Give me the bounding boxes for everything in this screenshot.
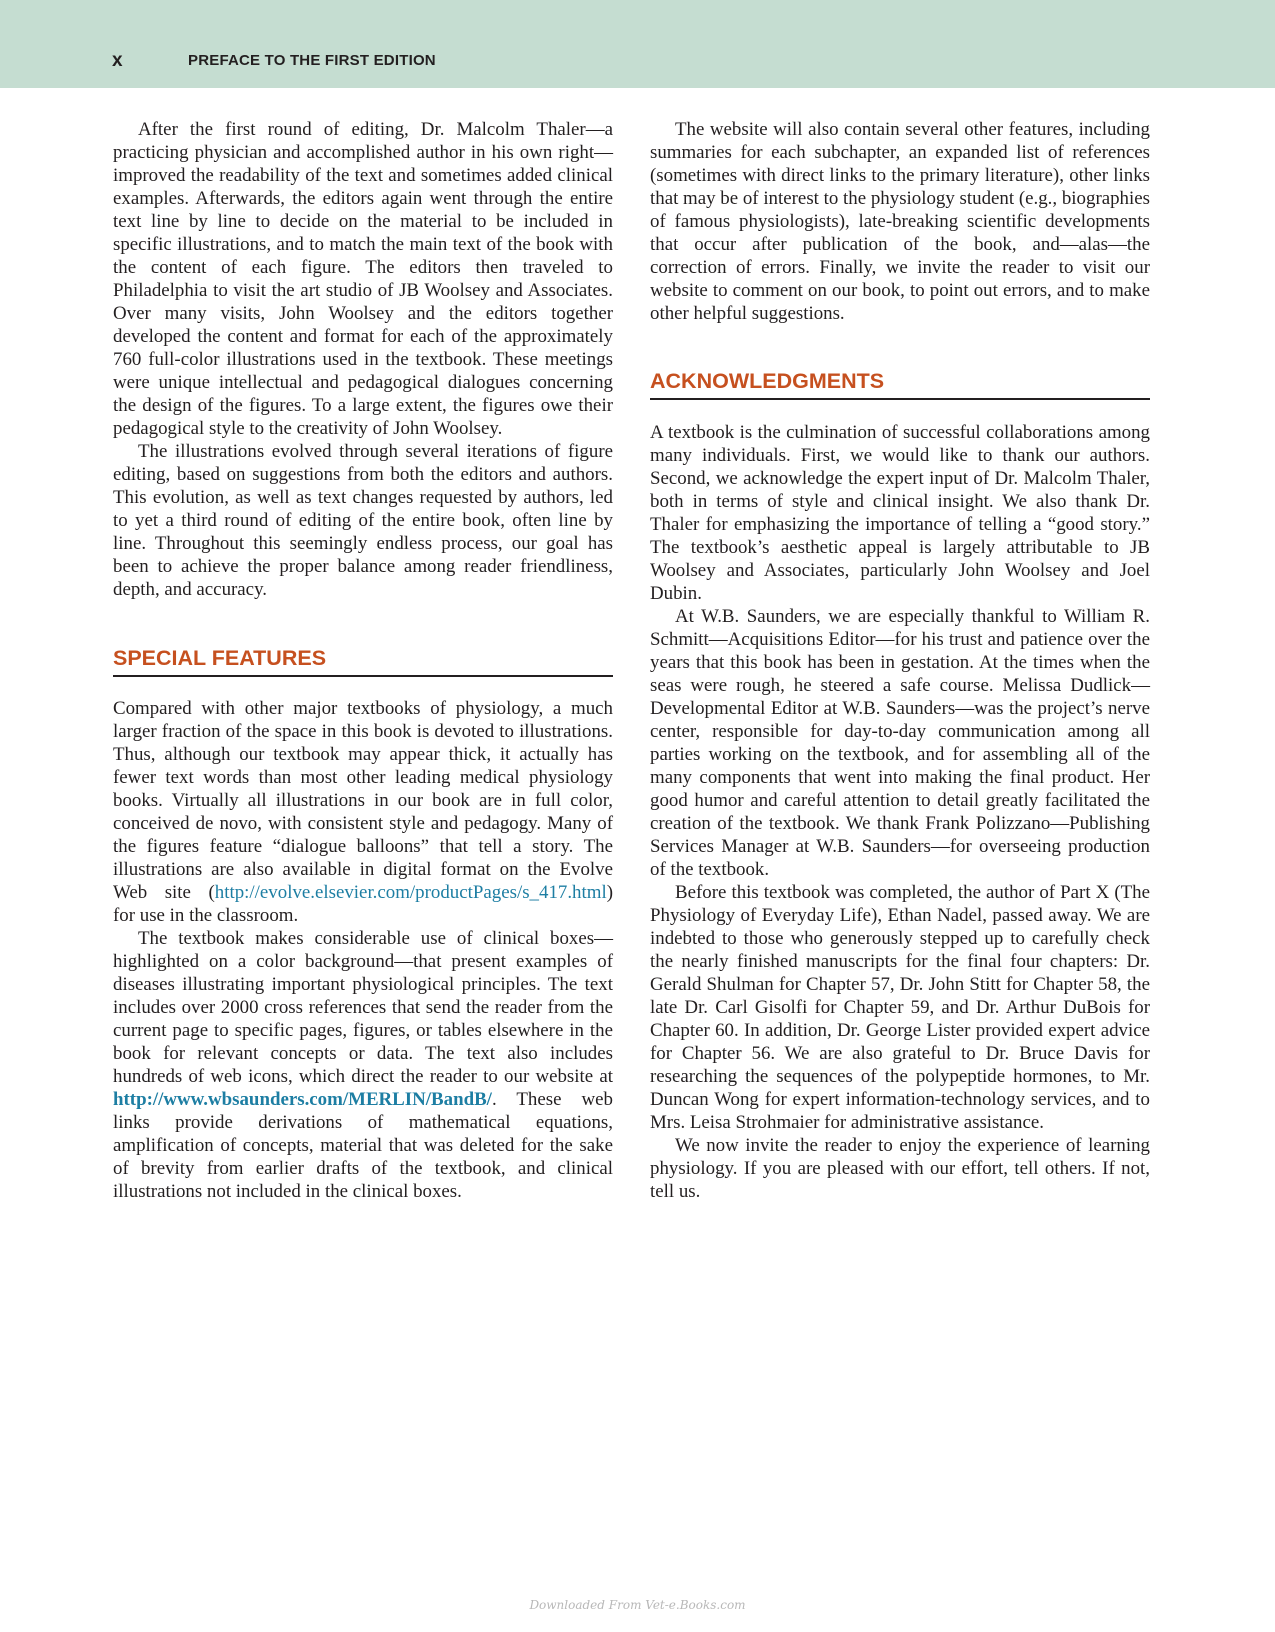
body-paragraph: The illustrations evolved through several iterations of figure editing, based on suggestions from both the editors and authors. This evolution, as well as text changes requested by authors, led to yet a third round of editing of the entire book, often line by line. Throughout this seemingly endless process, our goal has been to achieve the proper balance among reader friendliness, depth, and accuracy. bbox=[113, 441, 613, 600]
acknowledgments-heading: ACKNOWLEDGMENTS bbox=[650, 367, 1150, 400]
body-paragraph bbox=[113, 697, 613, 927]
body-paragraph: After the first round of editing, Dr. Malcolm Thaler—a practicing physician and accomplished author in his own right—improved the readability of the text and sometimes added clinical examples. Afterwards, the editors again went through the entire text line by line to decide on the material to be included in specific illustrations, and to match the main text of the book with the content of each figure. The editors then traveled to Philadelphia to visit the art studio of JB Woolsey and Associates. Over many visits, John Woolsey and the editors together developed the content and format for each of the approximately 760 full-color illustrations used in the textbook. These meetings were unique intellectual and pedagogical dialogues concerning the design of the figures. To a large extent, the figures owe their pedagogical style to the creativity of John Woolsey. bbox=[113, 119, 613, 439]
body-paragraph: We now invite the reader to enjoy the experience of learning physiology. If you are pleased with our effort, tell others. If not, tell us. bbox=[650, 1135, 1150, 1202]
left-column bbox=[113, 118, 613, 1203]
evolve-link[interactable]: http://evolve.elsevier.com/productPages/s_417.html bbox=[214, 882, 607, 903]
body-paragraph: Before this textbook was completed, the author of Part X (The Physiology of Everyday Life), Ethan Nadel, passed away. We are indebted to those who generously stepped up to carefully check the nearly finished manuscripts for the final four chapters: Dr. Gerald Shulman for Chapter 57, Dr. John Stitt for Chapter 58, the late Dr. Carl Gisolfi for Chapter 59, and Dr. Arthur DuBois for Chapter 60. In addition, Dr. George Lister provided expert advice for Chapter 56. We are also grateful to Dr. Bruce Davis for researching the sequences of the polypeptide hormones, to Mr. Duncan Wong for expert information-technology services, and to Mrs. Leisa Strohmaier for administrative assistance. bbox=[650, 882, 1150, 1133]
paragraph-text: The textbook makes considerable use of clinical boxes—highlighted on a color background—that present examples of diseases illustrating important physiological principles. The text includes over 2000 cross references that send the reader from the current page to specific pages, figures, or tables elsewhere in the book for relevant concepts or data. The text also includes hundreds of web icons, which direct the reader to our website at bbox=[113, 928, 613, 1087]
body-paragraph: The website will also contain several other features, including summaries for each subchapter, an expanded list of references (sometimes with direct links to the primary literature), other links that may be of interest to the physiology student (e.g., biographies of famous physiologists), late-breaking scientific developments that occur after publication of the book, and—alas—the correction of errors. Finally, we invite the reader to visit our website to comment on our book, to point out errors, and to make other helpful suggestions. bbox=[650, 119, 1150, 324]
special-features-heading: SPECIAL FEATURES bbox=[113, 644, 613, 677]
paragraph-text: . These web links provide derivations of mathematical equations, amplification of concepts, material that was deleted for the sake of brevity from earlier drafts of the textbook, and clinical illustrations not included in the clinical boxes. bbox=[113, 1089, 613, 1202]
body-paragraph: A textbook is the culmination of successful collaborations among many individuals. First, we would like to thank our authors. Second, we acknowledge the expert input of Dr. Malcolm Thaler, both in terms of style and clinical insight. We also thank Dr. Thaler for emphasizing the importance of telling a “good story.” The textbook’s aesthetic appeal is largely attributable to JB Woolsey and Associates, particularly John Woolsey and Joel Dubin. bbox=[650, 422, 1150, 604]
paragraph-text: ) for use in the classroom. bbox=[113, 882, 613, 926]
body-paragraph bbox=[113, 927, 613, 1203]
website-link[interactable]: http://www.wbsaunders.com/MERLIN/BandB/ bbox=[113, 1089, 492, 1110]
body-paragraph: At W.B. Saunders, we are especially thankful to William R. Schmitt—Acquisitions Editor—for his trust and patience over the years that this book has been in gestation. At the times when the seas were rough, he steered a safe course. Melissa Dudlick—Developmental Editor at W.B. Saunders—was the project’s nerve center, responsible for day-to-day communication among all parties working on the textbook, and for assembling all of the many components that went into making the final product. Her good humor and careful attention to detail greatly facilitated the creation of the textbook. We thank Frank Polizzano—Publishing Services Manager at W.B. Saunders—for overseeing production of the textbook. bbox=[650, 606, 1150, 880]
right-column bbox=[650, 118, 1150, 1203]
page-number: x bbox=[112, 50, 123, 71]
running-title: PREFACE TO THE FIRST EDITION bbox=[188, 52, 436, 69]
header-band bbox=[0, 0, 1275, 88]
footer-watermark: Downloaded From Vet-e.Books.com bbox=[529, 1598, 746, 1612]
paragraph-text: Compared with other major textbooks of physiology, a much larger fraction of the space in this book is devoted to illustrations. Thus, although our textbook may appear thick, it actually has fewer text words than most other leading medical physiology books. Virtually all illustrations in our book are in full color, conceived de novo, with consistent style and pedagogy. Many of the figures feature “dialogue balloons” that tell a story. The illustrations are also available in digital format on the Evolve Web site ( bbox=[113, 698, 613, 903]
